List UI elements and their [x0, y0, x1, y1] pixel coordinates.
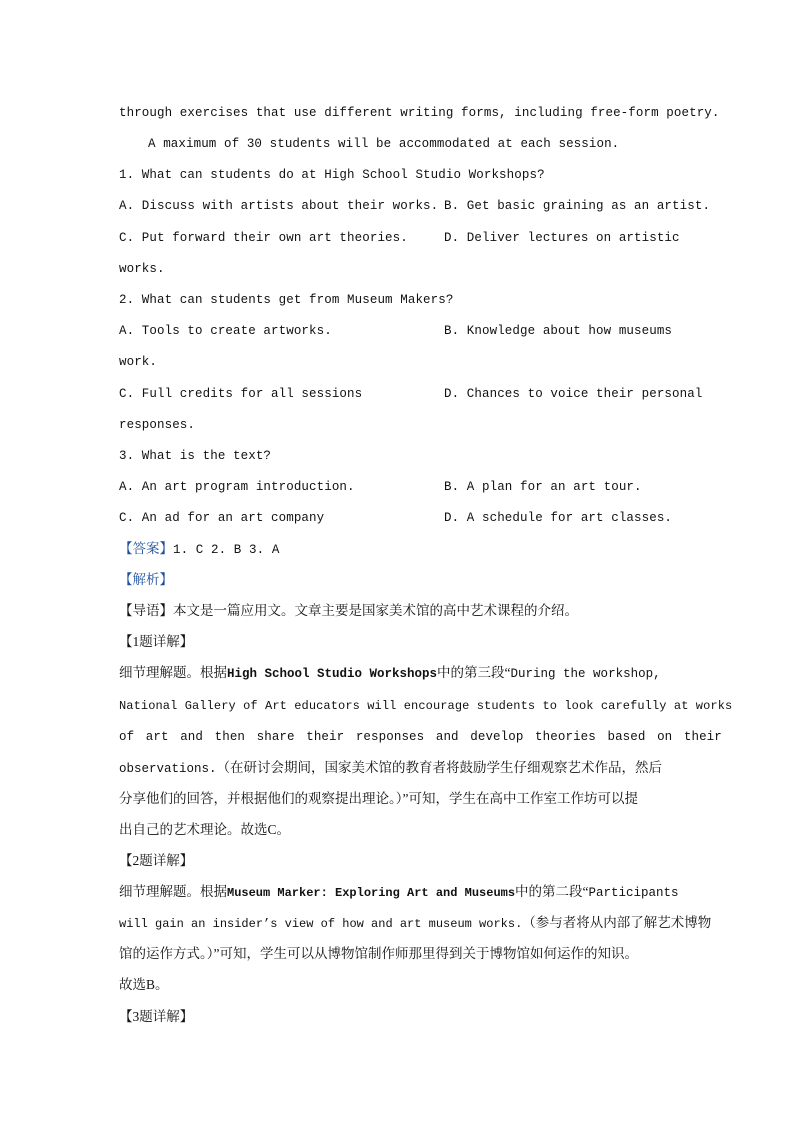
question-3-stem: 3. What is the text?	[119, 449, 272, 463]
guide-line	[119, 603, 578, 619]
q2-detail-line	[119, 884, 679, 901]
q2-detail-heading: 【2题详解】	[119, 853, 194, 868]
q1-option-d-continued: works.	[119, 262, 165, 276]
q3-detail-heading: 【3题详解】	[119, 1009, 194, 1024]
q2-detail-text: 中的第二段“	[515, 884, 589, 899]
q3-option-d: D. A schedule for art classes.	[444, 511, 673, 525]
q1-section-name: High School Studio Workshops	[227, 667, 438, 681]
question-2-stem: 2. What can students get from Museum Makers?	[119, 293, 454, 307]
q2-option-b-continued: work.	[119, 355, 158, 369]
q1-detail-line: 出自己的艺术理论。故选C。	[119, 822, 291, 837]
q1-detail-text: 细节理解题。根据	[119, 665, 227, 680]
question-1-stem: 1. What can students do at High School Studio Workshops?	[119, 168, 545, 182]
q1-translation: （在研讨会期间，国家美术馆的教育者将鼓励学生仔细观察艺术作品，然后	[216, 760, 663, 775]
answer-label: 【答案】	[119, 541, 173, 556]
q1-detail-line: 分享他们的回答，并根据他们的观察提出理论。）”可知，学生在高中工作室工作坊可以提	[119, 791, 638, 806]
q2-detail-text: 细节理解题。根据	[119, 884, 227, 899]
q2-option-a: A. Tools to create artworks.	[119, 324, 332, 338]
q1-detail-line	[119, 760, 662, 777]
guide-text: 本文是一篇应用文。文章主要是国家美术馆的高中艺术课程的介绍。	[173, 603, 578, 618]
passage-line: through exercises that use different writing forms, including free-form poetry.	[119, 106, 720, 120]
passage-line: A maximum of 30 students will be accommodated at each session.	[148, 137, 620, 151]
q1-detail-text: 中的第三段“	[437, 665, 511, 680]
q3-option-a: A. An art program introduction.	[119, 480, 355, 494]
answer-line	[119, 541, 279, 558]
q2-detail-line: 故选B。	[119, 977, 169, 992]
q1-quote-line: of art and then share their responses and develop theories based on their	[119, 730, 722, 744]
q1-option-a: A. Discuss with artists about their works.	[119, 199, 439, 213]
answer-text: 1. C 2. B 3. A	[173, 543, 280, 557]
q1-option-c: C. Put forward their own art theories.	[119, 231, 408, 245]
q1-option-b: B. Get basic graining as an artist.	[444, 199, 711, 213]
q1-detail-line	[119, 665, 661, 682]
q2-translation: （参与者将从内部了解艺术博物	[522, 915, 712, 930]
analysis-label: 【解析】	[119, 572, 173, 587]
q1-quote-start: During the workshop,	[510, 667, 661, 681]
q1-option-d: D. Deliver lectures on artistic	[444, 231, 680, 245]
q2-option-b: B. Knowledge about how museums	[444, 324, 673, 338]
q2-quote-end: will gain an insider’s view of how and art museum works.	[119, 917, 523, 931]
q3-option-b: B. A plan for an art tour.	[444, 480, 642, 494]
q2-detail-line: 馆的运作方式。）”可知，学生可以从博物馆制作师那里得到关于博物馆如何运作的知识。	[119, 946, 638, 961]
q2-option-d-continued: responses.	[119, 418, 196, 432]
guide-label: 【导语】	[119, 603, 173, 618]
q2-quote-start: Participants	[588, 886, 679, 900]
q1-quote-line: National Gallery of Art educators will encourage students to look carefully at works	[119, 699, 733, 713]
q2-section-name: Museum Marker: Exploring Art and Museums	[227, 886, 516, 900]
q2-detail-line	[119, 915, 711, 932]
q1-detail-heading: 【1题详解】	[119, 634, 194, 649]
q2-option-c: C. Full credits for all sessions	[119, 387, 363, 401]
q1-quote-end: observations.	[119, 762, 217, 776]
q3-option-c: C. An ad for an art company	[119, 511, 325, 525]
q2-option-d: D. Chances to voice their personal	[444, 387, 703, 401]
